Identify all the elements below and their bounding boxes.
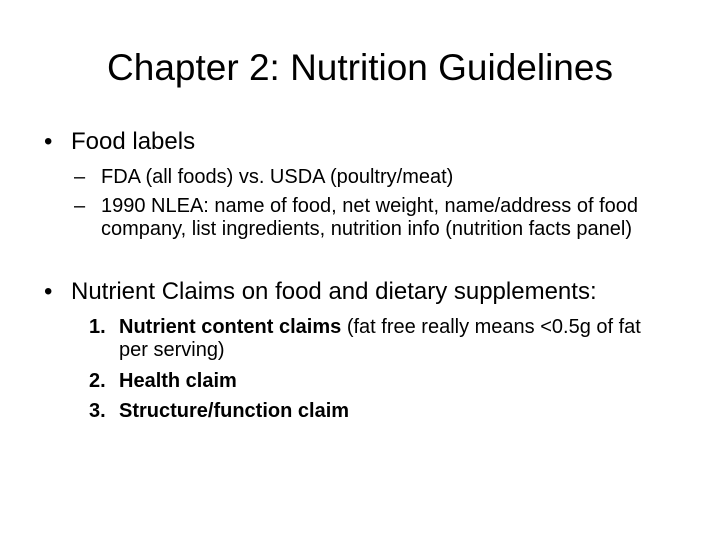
numbered-item-marker: 2. xyxy=(89,370,106,392)
numbered-item-text: (fat free really means <0.5g of fat per serving) xyxy=(119,316,641,361)
numbered-item-bold: Nutrient content claims xyxy=(119,316,342,338)
sub-item-nlea xyxy=(74,195,681,241)
numbered-item-health-claim xyxy=(89,370,659,393)
bullet-text: Food labels xyxy=(71,128,196,155)
numbered-item-content-claims xyxy=(89,316,659,362)
bullet-marker: • xyxy=(44,278,53,305)
sub-item-fda-usda xyxy=(74,166,681,189)
bullet-text: Nutrient Claims on food and dietary supplements: xyxy=(71,278,597,305)
numbered-item-bold: Health claim xyxy=(119,370,237,392)
sub-item-marker: – xyxy=(74,195,86,217)
numbered-item-structure-claim xyxy=(89,400,659,423)
sub-item-text: FDA (all foods) vs. USDA (poultry/meat) xyxy=(101,166,454,188)
numbered-item-marker: 1. xyxy=(89,316,106,338)
sub-item-marker: – xyxy=(74,166,86,188)
numbered-item-bold: Structure/function claim xyxy=(119,400,350,422)
numbered-item-marker: 3. xyxy=(89,400,106,422)
slide-title: Chapter 2: Nutrition Guidelines xyxy=(107,47,613,88)
bullet-marker: • xyxy=(44,128,53,155)
sub-item-text: 1990 NLEA: name of food, net weight, name/address of food company, list ingredients, nutrition info (nutrition facts panel) xyxy=(101,195,639,240)
